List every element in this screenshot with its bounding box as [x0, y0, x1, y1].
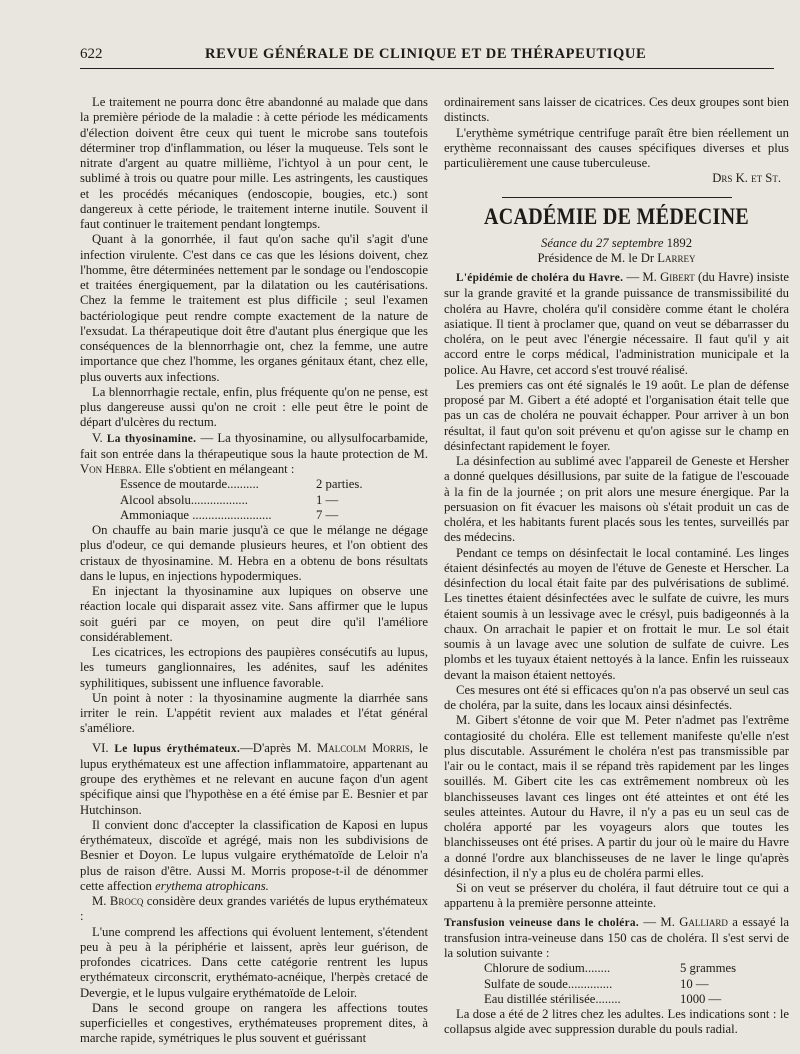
paragraph: L'erythème symétrique centrifuge paraît être bien réellement un erythème reconnaissant des causes spécifiques diverses et plus particulièrement une cause tuberculeuse. — [444, 125, 789, 170]
quantity: 10 — — [680, 976, 709, 991]
paragraph-text: —D'après M. — [240, 740, 318, 755]
section-v-paragraph — [80, 431, 428, 478]
paragraph: M. Gibert s'étonne de voir que M. Peter n'admet pas l'extrême contagiosité du choléra. Elle est tellement manifeste qu'elle n'est plus discutable. Assurément le choléra n'est pas transmissible par l'air ou le contact, mais il se répand très rapidement par les linges souillés. M. Gibert cite les cas extrêmement nombreux où les blanchisseuses lavant ces linges ont été atteintes et ont été les seules atteintes. Autour du Havre, il n'y a pas eu un seul cas de choléra apporté par les voyageurs alors que toutes les blanchisseuses ont été prises. A partir du jour où le maire du Havre a donné l'ordre aux blanchisseuses de ne laver le linge qu'après désinfection, il n'y a plus eu de choléra parmi elles. — [444, 713, 789, 880]
page-header — [80, 46, 774, 69]
paragraph — [444, 915, 789, 962]
ingredient: Alcool absolu.................. — [120, 492, 248, 507]
author-name: Von Hebra — [80, 462, 139, 476]
session-day: 27 septembre — [595, 235, 664, 250]
paragraph-text: a essayé la transfusion intra-veineuse dans 150 cas de choléra. Il s'est servi de la solution suivante : — [444, 914, 789, 960]
presidency-label: Présidence de M. le Dr — [537, 250, 658, 265]
paragraph: Dans le second groupe on rangera les affections toutes superficielles et congestives, erythémateuses proprement dites, à marche rapide, symétriques le plus souvent et guérissant — [80, 1000, 428, 1046]
recipe-row — [120, 477, 363, 492]
quantity: 1 — — [316, 492, 339, 507]
recipe-row — [484, 992, 736, 1007]
session-date — [444, 236, 789, 251]
paragraph: Les cicatrices, les ectropions des paupières consécutifs au lupus, les tumeurs ganglionnaires, les adénites, sauf les adénites syphilitiques, subissent une influence favorable. — [80, 645, 428, 690]
paragraph: La dose a été de 2 litres chez les adultes. Les indications sont : le collapsus algide avec suppression durable du pouls radial. — [444, 1007, 789, 1037]
paragraph-text: — M. — [623, 270, 661, 284]
recipe-row — [120, 508, 363, 523]
paragraph: Les premiers cas ont été signalés le 19 août. Le plan de défense proposé par M. Gibert a été adopté et l'organisation était telle que pas un cas de choléra ne pouvait échapper. Pour arriver à un bon résultat, il faut qu'on soit prévenu et qu'on agisse sur le champ en désinfectant rapidement le foyer. — [444, 377, 789, 453]
author-name: Gibert — [660, 270, 695, 284]
session-year: 1892 — [663, 235, 693, 250]
ingredient: Essence de moutarde.......... — [120, 477, 259, 492]
paragraph: ordinairement sans laisser de cicatrices. Ces deux groupes sont bien distincts. — [444, 95, 789, 125]
recipe-row — [484, 977, 736, 992]
paragraph: On chauffe au bain marie jusqu'à ce que le mélange ne dégage plus d'odeur, ce qui demande plusieurs heures, et l'on obtient des cristaux de thyosinamine. M. Hebra en a obtenu de bons résultats dans le lupus, en injections hypodermiques. — [80, 523, 428, 583]
subsection-heading: L'épidémie de choléra du Havre. — [456, 272, 624, 284]
paragraph-text: (du Havre) insiste sur la grande gravité et la grande puissance de transmissibilité du choléra au Havre, choléra qu'il considère comme étant le choléra asiatique. Il tient à proclamer que, quand on veut se débarrasser du choléra, on le peut avec l'énergie nécessaire. Il faut qu'il y ait accord entre le corps médical, l'administration municipale et la police. Au Havre, cet accord s'est trouvé réalisé. — [444, 270, 790, 377]
section-divider — [502, 197, 732, 198]
ingredient: Eau distillée stérilisée........ — [484, 991, 621, 1006]
section-title: ACADÉMIE DE MÉDECINE — [484, 203, 749, 230]
paragraph: Ces mesures ont été si efficaces qu'on n'a pas observé un seul cas de choléra, par la suite, dans les locaux ainsi désinfectés. — [444, 682, 789, 712]
section-vi-paragraph — [80, 741, 428, 818]
paragraph: Pendant ce temps on désinfectait le local contaminé. Les linges étaient désinfectés au moyen de l'étuve de Geneste et Herscher. La désinfection du local était faite par des pulvérisations de sublimé. Les tinettes étaient désinfectées avec le sulfate de cuivre, les murs étaient soumis à un lessivage avec le crésyl, puis badigeonnés à la chaux. On arrachait le papier et on frottait le mur. Le sol était soumis à un lavage avec une solution de sulfate de cuivre. Les plombs et les tuyaux étaient nettoyés à la lance. Enfin les ruisseaux devant la maison étaient nettoyés. — [444, 545, 789, 682]
left-column — [80, 95, 428, 1047]
author-name: Galliard — [679, 914, 728, 929]
session-label: Séance du — [540, 235, 596, 250]
president-name: Larrey — [657, 250, 696, 265]
paragraph-text: Il convient donc d'accepter la classification de Kaposi en lupus érythémateux, discoïde et agrégé, mais non les subdivisions de Besnier et Doyon. Le lupus vulgaire erythématoïde de Leloir n'a plus de raison d'être. Aussi M. Morris propose-t-il de dénommer cette affection — [80, 817, 428, 893]
paragraph-text: . Elle s'obtient en mélangeant : — [138, 462, 295, 476]
paragraph-text: — La thyosinamine, ou allysulfocarbamide, fait son entrée dans la thérapeutique sous la haute protection de M. — [80, 430, 428, 461]
recipe-table — [120, 477, 363, 523]
paragraph: La blennorrhagie rectale, enfin, plus fréquente qu'on ne pense, est plus dangereuse aussi qu'on ne croit : elle peut être le point de départ d'ulcères du rectum. — [80, 384, 428, 430]
ingredient: Ammoniaque ......................... — [120, 507, 272, 522]
paragraph: Quant à la gonorrhée, il faut qu'on sache qu'il s'agit d'une infection virulente. C'est dans ce cas que les lésions doivent, chez l'homme, être déterminées nettement par le sondage ou l'endoscopie et traitées énergiquement, par la dilatation ou les cautérisations. Chez la femme le traitement est plus difficile ; seul l'examen bactériologique peut rendre compte exactement de la nature de l'exsudat. La thérapeutique doit être d'autant plus énergique que les conséquences de la blennorrhagie ont, chez la femme, une autre importance que chez l'homme, les organes génitaux étant, chez elle, plus ouverts aux infections. — [80, 232, 428, 384]
paragraph-text: , le lupus erythémateux est une affection inflammatoire, appartenant au groupe des erythèmes et ne relevant en aucune façon d'un agent spécifique ainsi que l'hypothèse en a été émise par E. Besnier et par Hutchinson. — [80, 740, 429, 817]
paragraph-text: M. — [92, 894, 110, 908]
solution-table — [484, 961, 736, 1007]
paragraph — [444, 270, 789, 378]
section-number: V. — [92, 430, 103, 445]
quantity: 5 grammes — [680, 961, 737, 976]
paragraph: Un point à noter : la thyosinamine augmente la diarrhée sans irriter le rein. L'appétit revient aux malades et l'état général s'améliore. — [80, 690, 428, 736]
recipe-row — [120, 493, 363, 508]
paragraph — [80, 818, 428, 894]
right-column — [444, 95, 789, 1038]
paragraph: Le traitement ne pourra donc être abandonné au malade que dans la première période de la maladie : à cette période les médicaments d'élection doivent être ceux qui tuent le microbe sans toutefois déterminer trop d'inflammation, ou léser la muqueuse. Tels sont le nitrate d'argent au quatre millième, l'ichtyol à un pour cent, le sublimé à trois ou quatre pour mille. Les astringents, les caustiques et les procédés mécaniques (endoscopie, bougies, etc.) sont dangereux à cette période, le traitement interne inutile. Souvent il faut continuer le traitement pendant longtemps. — [80, 95, 428, 231]
paragraph — [80, 894, 428, 925]
paragraph: La désinfection au sublimé avec l'appareil de Geneste et Hersher a donné quelques désillusions, par suite de la fatigue de l'escouade à la fin de la journée ; on prit alors une mesure énergique. Par la persuasion on fit évacuer les maisons où s'était produit un cas de choléra, et les habitants furent placés sous les tentes, surveillés par des médecins. — [444, 454, 789, 545]
quantity: 7 — — [316, 507, 339, 522]
section-heading: La thyosinamine. — [106, 432, 197, 445]
paragraph: Si on veut se préserver du choléra, il faut détruire tout ce qui a appartenu à la première personne atteinte. — [444, 881, 789, 911]
emphasis: erythema atrophicans. — [155, 878, 269, 893]
author-name: Malcolm Morris — [317, 740, 410, 755]
paragraph-text: considère deux grandes variétés de lupus erythémateux : — [80, 894, 428, 924]
section-number: VI. — [92, 740, 109, 755]
ingredient: Sulfate de soude.............. — [484, 976, 613, 991]
section-heading: Le lupus érythémateux. — [114, 742, 241, 755]
author-name: Brocq — [109, 894, 144, 908]
ingredient: Chlorure de sodium........ — [484, 961, 611, 976]
paragraph: L'une comprend les affections qui évoluent lentement, s'étendent peu à peu à la périphérie et laissent, après leur guérison, de profondes cicatrices. Dans cette catégorie rentrent les lupus erythémateux circonscrit, erythémato-acnéique, l'herpès cretacé de Devergie, et le lupus vulgaire erythématoïde de Leloir. — [80, 924, 428, 1000]
running-title: REVUE GÉNÉRALE DE CLINIQUE ET DE THÉRAPEUTIQUE — [205, 46, 647, 62]
presidency — [444, 251, 789, 266]
signature: Drs K. et St. — [712, 171, 781, 186]
quantity: 2 parties. — [316, 477, 363, 492]
subsection-heading: Transfusion veineuse dans le choléra. — [444, 916, 639, 929]
page-number: 622 — [80, 46, 103, 62]
quantity: 1000 — — [680, 991, 722, 1006]
paragraph-text: — M. — [638, 914, 680, 929]
recipe-row — [484, 961, 736, 976]
paragraph: En injectant la thyosinamine aux lupiques on observe une réaction locale qui disparait assez vite. Sans affirmer que le lupus soit guéri par ce moyen, on peut dire qu'il l'améliore considérablement. — [80, 584, 428, 644]
